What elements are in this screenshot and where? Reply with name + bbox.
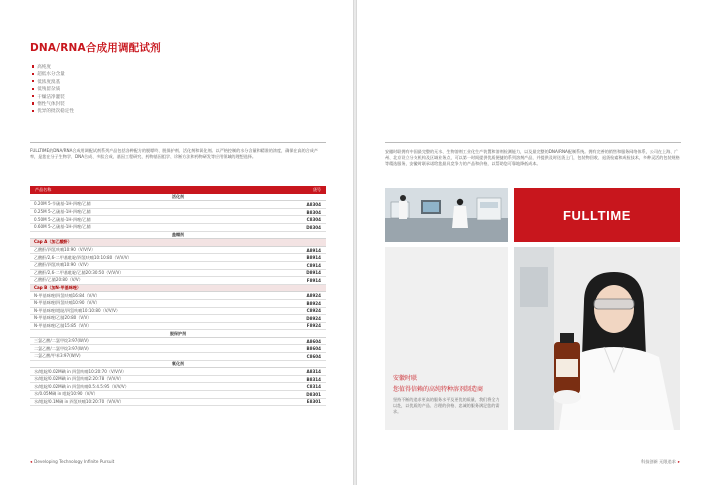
arrow-left-icon: ◂	[30, 459, 33, 464]
bullet-icon	[32, 95, 34, 97]
feature-item: 干燥洁净灌装	[32, 94, 74, 101]
left-page	[0, 0, 353, 485]
feature-list	[32, 64, 74, 116]
table-header	[30, 186, 326, 194]
table-row: 0.20M 5-苄硫基-1H-四唑/乙腈 A8304	[30, 201, 326, 209]
right-page	[357, 0, 710, 485]
lab-scene-illustration	[385, 188, 508, 242]
slogan-box	[385, 247, 508, 430]
table-row: N-甲基咪唑/四氢呋喃16:84（V/V） A8924	[30, 292, 326, 300]
table-row: 0.50M 5-乙硫基-1H-四唑/乙腈 C8304	[30, 216, 326, 224]
group-title-deprotection: 脱保护剂	[30, 330, 326, 338]
bullet-icon	[32, 110, 34, 112]
scientist-photo	[514, 247, 680, 430]
table-row: 乙酸酐/2,6-二甲基吡啶/四氢呋喃10:10:80（V/V/V） B8914	[30, 254, 326, 262]
feature-item: 高纯度	[32, 64, 74, 71]
group-title-activator: 活化剂	[30, 194, 326, 202]
divider	[385, 142, 681, 143]
product-table	[30, 186, 326, 406]
table-row: 水/0.05M碘 in 吡啶10:90（V/V） D8301	[30, 391, 326, 399]
bullet-icon	[32, 102, 34, 104]
table-row: 三氯乙酸/二氯甲烷3:97(W/V) A8604	[30, 338, 326, 346]
table-row: 水/吡啶/0.1M碘 in 四氢呋喃10:20:70（V/V/V） E8301	[30, 399, 326, 407]
table-row: 水/吡啶/0.02M碘 in 四氢呋喃2:20:78（V/V/V） B8314	[30, 376, 326, 384]
slogan-company: 安徽时联	[393, 375, 418, 382]
page-title: DNA/RNA合成用调配试剂	[30, 42, 161, 54]
brand-logo-block: FULLTIME	[514, 188, 680, 242]
subgroup-title-cap-a: Cap A（加乙酸酐）	[30, 239, 326, 247]
table-row: 水/吡啶/0.02M碘 in 四氢呋喃0.5:4.5:95（V/V/V） C8314	[30, 383, 326, 391]
company-intro: 安徽时联拥有中国最完整的无水、生物溶剂工业化生产装置和溶剂检测能力，以及最完整的DNA/RNA配制系统。拥有完善的销售和服务网络体系，公司在上海、广州、北京设立分支机构及区域业务点，可以第一时间提供优质便捷的系列溶剂产品，并提供及时送货上门，包装物回收、退货检索和成检技术，多种灵活的包装规格等精选服务，安徽时联承诺给您最具竞争力的产品和价格，以帮助您可靠地降低成本。	[385, 149, 680, 167]
divider	[30, 142, 326, 143]
table-row: N-甲基咪唑/乙腈20:80（V/V） D8924	[30, 315, 326, 323]
slogan-description: 坚持不断的追求更高的服务水平及更优的质量，我们将全力以赴，以优质的产品、合理的价格、忠诚的服务满足您的需求。	[393, 397, 500, 415]
table-row: 0.25M 5-乙硫基-1H-四唑/乙腈 B8304	[30, 209, 326, 217]
table-row: 水/吡啶/0.02M碘 in 四氢呋喃10:20:70（V/V/V） A8314	[30, 368, 326, 376]
footer-right: 科技创新 无限追求 ▸	[641, 459, 680, 464]
table-row: N-甲基咪唑/吡啶/四氢呋喃10:10:80（V/V/V） C8924	[30, 308, 326, 316]
bullet-icon	[32, 88, 34, 90]
bullet-icon	[32, 80, 34, 82]
table-row: 0.60M 5-乙硫基-1H-四唑/乙腈 D8304	[30, 224, 326, 232]
header-name: 产品名称	[35, 186, 52, 192]
table-row: 二氯乙酸/二氯甲烷3:97(W/V) B8604	[30, 345, 326, 353]
table-row: 二氯乙酸/甲苯3:97(W/V) C8604	[30, 353, 326, 361]
table-row: 乙酸酐/乙腈20:80（V/V） F8914	[30, 277, 326, 285]
bullet-icon	[32, 65, 34, 67]
header-code: 货号	[312, 186, 321, 192]
scientist-illustration	[514, 247, 680, 430]
feature-item: 优异的批次稳定性	[32, 108, 74, 115]
table-row: 乙酸酐/2,6-二甲基吡啶/乙腈20:30:50（V/V/V） D8914	[30, 270, 326, 278]
bullet-icon	[32, 73, 34, 75]
subgroup-title-cap-b: Cap B（加N-甲基咪唑）	[30, 285, 326, 293]
feature-item: 超低水分含量	[32, 71, 74, 78]
lab-photo	[385, 188, 508, 242]
table-row: N-甲基咪唑/四氢呋喃10:90（V/V） B8924	[30, 300, 326, 308]
arrow-right-icon: ▸	[677, 459, 680, 464]
slogan-tagline: 您值得信赖的高纯特种溶剂制造商	[393, 386, 484, 393]
feature-item: 低残留杂质	[32, 86, 74, 93]
table-row: 乙酸酐/四氢呋喃10:90（V/V） C8914	[30, 262, 326, 270]
feature-item: 低浓度溴基	[32, 79, 74, 86]
table-row: 乙酸酐/四氢呋喃10:90（V/V/V） A8914	[30, 247, 326, 255]
intro-paragraph: FULLTIME的DNA/RNA合成用调配试剂系列产品包括各种配方的脱嘌呤、脱保护剂、活化剂和氧化剂。以严格控制的水分含量和精准的浓度，确保在高的合成产率，是您在分子生物学、DNA合成、多肽合成、基因工程研究、药物基因组学、诊断方法和药物研发等应用领域的理想选择。	[30, 148, 318, 160]
feature-item: 惰性气体封装	[32, 101, 74, 108]
footer-left: ◂ Developing Technology Infinite Pursuit	[30, 459, 115, 464]
table-row: N-甲基咪唑/乙腈15:85（V/V） F8924	[30, 323, 326, 331]
group-title-oxidizer: 氧化剂	[30, 361, 326, 369]
group-title-capping: 盖帽剂	[30, 232, 326, 240]
